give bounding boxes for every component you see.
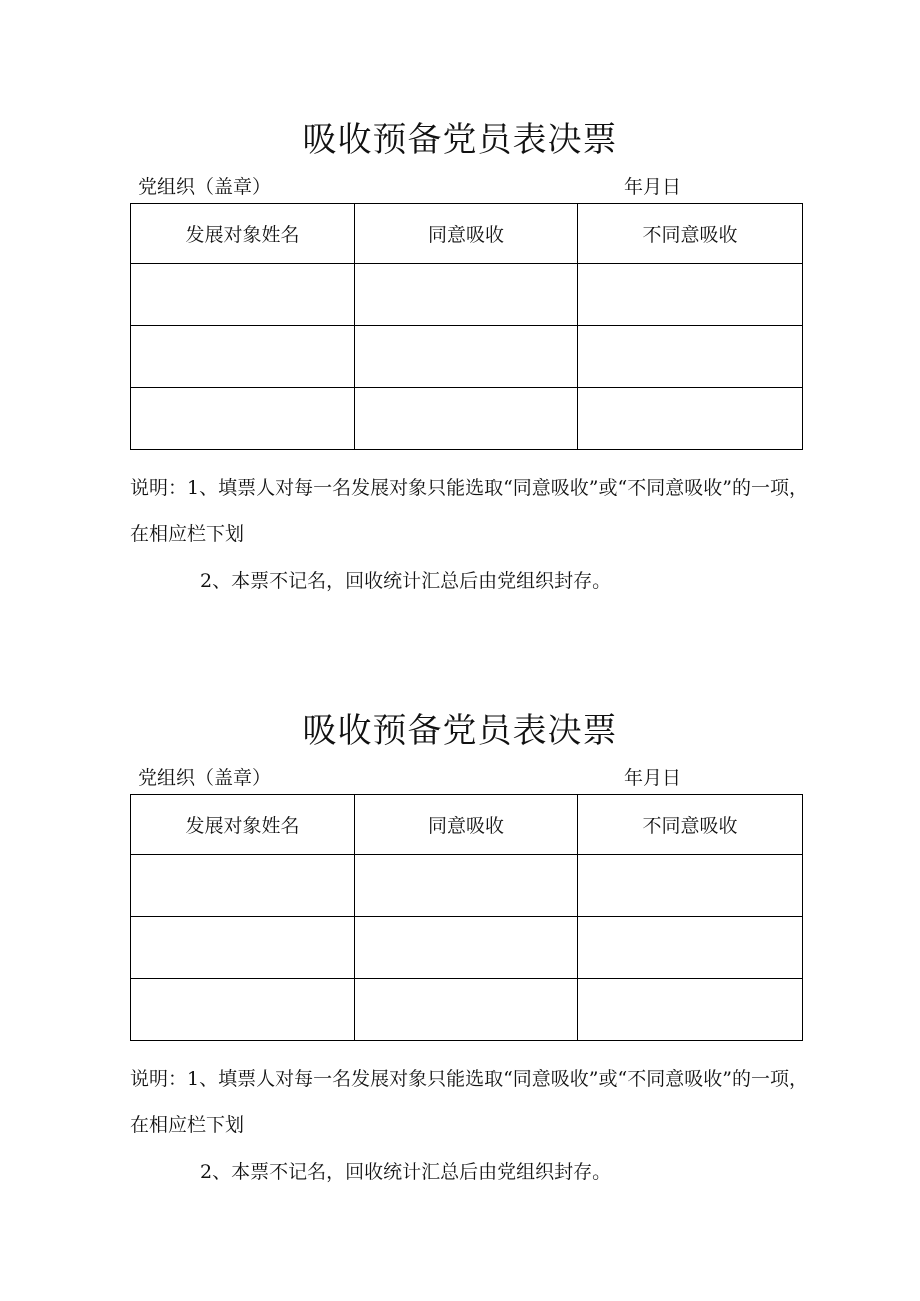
header-agree: 同意吸收 xyxy=(355,204,578,264)
disagree-cell[interactable] xyxy=(578,855,803,917)
vote-table xyxy=(130,794,803,1041)
disagree-cell[interactable] xyxy=(578,264,803,326)
ballot-form xyxy=(0,0,920,590)
candidate-name-cell[interactable] xyxy=(131,264,355,326)
instruction-note-2: 2、本票不记名，回收统计汇总后由党组织封存。 xyxy=(200,1161,612,1183)
table-row xyxy=(131,979,803,1041)
table-row xyxy=(131,326,803,388)
candidate-name-cell[interactable] xyxy=(131,917,355,979)
date-label: 年月日 xyxy=(624,176,682,198)
table-header-row xyxy=(131,795,803,855)
table-row xyxy=(131,264,803,326)
candidate-name-cell[interactable] xyxy=(131,855,355,917)
header-disagree: 不同意吸收 xyxy=(578,204,803,264)
table-row xyxy=(131,855,803,917)
table-header-row xyxy=(131,204,803,264)
header-candidate-name: 发展对象姓名 xyxy=(131,795,355,855)
disagree-cell[interactable] xyxy=(578,979,803,1041)
agree-cell[interactable] xyxy=(355,264,578,326)
header-candidate-name: 发展对象姓名 xyxy=(131,204,355,264)
ballot-title: 吸收预备党员表决票 xyxy=(302,711,618,751)
disagree-cell[interactable] xyxy=(578,388,803,450)
header-disagree: 不同意吸收 xyxy=(578,795,803,855)
party-org-seal-label: 党组织（盖章） xyxy=(138,767,272,789)
header-agree: 同意吸收 xyxy=(355,795,578,855)
vote-table xyxy=(130,203,803,450)
agree-cell[interactable] xyxy=(355,855,578,917)
instruction-note-2: 2、本票不记名，回收统计汇总后由党组织封存。 xyxy=(200,570,612,592)
instruction-note-1: 说明：1、填票人对每一名发展对象只能选取“同意吸收”或“不同意吸收”的一项，在相应栏下划 xyxy=(130,477,808,545)
agree-cell[interactable] xyxy=(355,388,578,450)
disagree-cell[interactable] xyxy=(578,917,803,979)
candidate-name-cell[interactable] xyxy=(131,388,355,450)
agree-cell[interactable] xyxy=(355,326,578,388)
table-row xyxy=(131,917,803,979)
candidate-name-cell[interactable] xyxy=(131,979,355,1041)
table-row xyxy=(131,388,803,450)
party-org-seal-label: 党组织（盖章） xyxy=(138,176,272,198)
agree-cell[interactable] xyxy=(355,979,578,1041)
ballot-title: 吸收预备党员表决票 xyxy=(302,120,618,160)
date-label: 年月日 xyxy=(624,767,682,789)
disagree-cell[interactable] xyxy=(578,326,803,388)
candidate-name-cell[interactable] xyxy=(131,326,355,388)
ballot-form xyxy=(0,591,920,1181)
agree-cell[interactable] xyxy=(355,917,578,979)
instruction-note-1: 说明：1、填票人对每一名发展对象只能选取“同意吸收”或“不同意吸收”的一项，在相应栏下划 xyxy=(130,1068,808,1136)
